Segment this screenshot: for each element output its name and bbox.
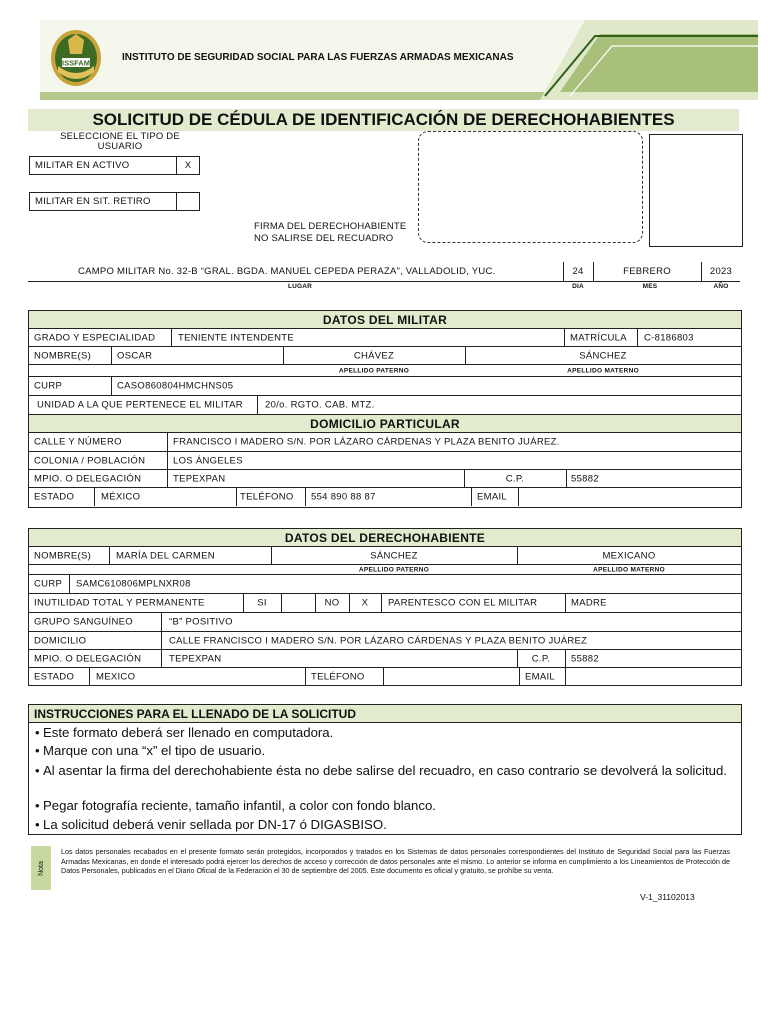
email-label: EMAIL (477, 491, 508, 503)
option-militar-retiro-label: MILITAR EN SIT. RETIRO (35, 196, 151, 207)
instruction-text: • Al asentar la firma del derechohabiente ésta no debe salirse del recuadro, en caso contrario se devolverá la solicitud. (43, 763, 727, 778)
signature-label (254, 221, 406, 245)
dh-curp-label: CURP (34, 578, 63, 590)
parentesco-value[interactable]: MADRE (571, 597, 607, 609)
grado-value[interactable]: TENIENTE INTENDENTE (178, 332, 295, 343)
matricula-label: MATRÍCULA (570, 332, 627, 343)
dh-email-label: EMAIL (525, 671, 556, 683)
dh-domicilio-label: DOMICILIO (34, 635, 87, 646)
table-row (29, 650, 741, 668)
militar-table (28, 310, 742, 508)
place-value: CAMPO MILITAR No. 32-B “GRAL. BGDA. MANUEL CEPEDA PERAZA”, VALLADOLID, YUC. (78, 266, 496, 277)
instruction-text: • Marque con una “x” el tipo de usuario. (43, 743, 266, 758)
cp-value[interactable]: 55882 (571, 473, 599, 484)
domicilio-heading: DOMICILIO PARTICULAR (310, 416, 460, 431)
date-divider (28, 281, 740, 282)
dh-nombre-label: NOMBRE(S) (34, 550, 92, 561)
instruction-text: • Pegar fotografía reciente, tamaño infantil, a color con fondo blanco. (43, 798, 436, 813)
list-item (35, 798, 735, 814)
mpio-value[interactable]: TEPEXPAN (173, 473, 226, 484)
option-militar-retiro[interactable] (29, 192, 200, 211)
signature-box[interactable] (418, 131, 643, 243)
dh-domicilio-value[interactable]: CALLE FRANCISCO I MADERO S/N. POR LÁZARO CÁRDENAS Y PLAZA BENITO JUÁREZ (169, 635, 588, 646)
table-row (29, 575, 741, 594)
telefono-label: TELÉFONO (240, 491, 294, 503)
option-militar-activo-checkbox[interactable]: X (184, 160, 192, 171)
signature-label-line2: NO SALIRSE DEL RECUADRO (254, 233, 394, 244)
user-type-prompt (40, 132, 200, 152)
colonia-label: COLONIA / POBLACIÓN (34, 455, 146, 466)
nombre-label: NOMBRE(S) (34, 350, 92, 361)
curp-value[interactable]: CASO860804HMCHNS05 (117, 380, 234, 392)
apellido-paterno-value[interactable]: CHÁVEZ (353, 350, 395, 361)
table-row (29, 433, 741, 452)
derechohabiente-heading: DATOS DEL DERECHOHABIENTE (284, 530, 486, 545)
colonia-value[interactable]: LOS ÁNGELES (173, 455, 243, 466)
year-label: AÑO (713, 283, 729, 290)
table-row (29, 488, 741, 506)
estado-value[interactable]: MÉXICO (101, 491, 141, 503)
dh-cp-value[interactable]: 55882 (571, 653, 599, 664)
user-type-prompt-line2: USUARIO (97, 141, 143, 152)
nombre-value[interactable]: OSCAR (117, 350, 153, 361)
matricula-value[interactable]: C-8186803 (644, 332, 694, 343)
dh-apellido-paterno-value[interactable]: SÁNCHEZ (370, 550, 418, 561)
telefono-value[interactable]: 554 890 88 87 (311, 491, 376, 503)
table-row (29, 452, 741, 470)
unidad-label: UNIDAD A LA QUE PERTENECE EL MILITAR (37, 399, 243, 411)
dh-apellido-materno-label: APELLIDO MATERNO (593, 566, 665, 573)
dh-nombre-value[interactable]: MARÍA DEL CARMEN (116, 550, 215, 561)
derechohabiente-table (28, 528, 742, 686)
dh-apellido-materno-value[interactable]: MEXICANO (602, 550, 656, 561)
photo-box (649, 134, 743, 247)
curp-label: CURP (34, 380, 63, 392)
month-label: MES (642, 283, 658, 290)
apellido-paterno-label: APELLIDO PATERNO (338, 367, 410, 374)
option-militar-activo-label: MILITAR EN ACTIVO (35, 160, 130, 171)
no-checkbox[interactable]: X (361, 597, 369, 609)
table-row (29, 396, 741, 415)
month-value: FEBRERO (623, 266, 671, 277)
dh-estado-value[interactable]: MEXICO (96, 671, 136, 683)
domicilio-heading-row (29, 415, 741, 433)
instructions-box (28, 704, 742, 835)
table-row (29, 565, 741, 575)
no-label: NO (324, 597, 340, 609)
apellido-materno-label: APELLIDO MATERNO (567, 367, 639, 374)
instruction-text: • La solicitud deberá venir sellada por DN-17 ó DIGASBISO. (43, 817, 387, 832)
note-label (31, 846, 51, 890)
note-label-text: Nota (37, 860, 45, 876)
militar-heading: DATOS DEL MILITAR (322, 312, 448, 327)
table-row (29, 594, 741, 613)
militar-heading-row (29, 311, 741, 329)
dh-apellido-paterno-label: APELLIDO PATERNO (358, 566, 430, 573)
parentesco-label: PARENTESCO CON EL MILITAR (388, 597, 538, 609)
dh-cp-label: C.P. (531, 653, 551, 664)
table-row (29, 377, 741, 396)
calle-value[interactable]: FRANCISCO I MADERO S/N. POR LÁZARO CÁRDENAS Y PLAZA BENITO JUÁREZ. (173, 436, 560, 448)
table-row (29, 613, 741, 632)
calle-label: CALLE Y NÚMERO (34, 436, 122, 448)
unidad-value[interactable]: 20/o. RGTO. CAB. MTZ. (265, 399, 375, 411)
user-type-prompt-line1: SELECCIONE EL TIPO DE (60, 131, 180, 142)
day-label: DIA (572, 283, 584, 290)
list-item (35, 743, 735, 759)
si-label: SI (257, 597, 267, 609)
table-row (29, 632, 741, 650)
place-label: LUGAR (287, 283, 313, 290)
apellido-materno-value[interactable]: SÁNCHEZ (579, 350, 627, 361)
dh-mpio-value[interactable]: TEPEXPAN (169, 653, 222, 664)
year-value: 2023 (709, 266, 733, 277)
grupo-value[interactable]: “B” POSITIVO (169, 616, 233, 628)
table-row (29, 668, 741, 686)
list-item (35, 817, 735, 833)
form-title: SOLICITUD DE CÉDULA DE IDENTIFICACIÓN DE DERECHOHABIENTES (92, 110, 675, 129)
derechohabiente-heading-row (29, 529, 741, 547)
inutilidad-label: INUTILIDAD TOTAL Y PERMANENTE (34, 597, 205, 609)
table-row (29, 329, 741, 347)
organization-name: INSTITUTO DE SEGURIDAD SOCIAL PARA LAS FUERZAS ARMADAS MEXICANAS (122, 52, 514, 63)
option-militar-activo[interactable] (29, 156, 200, 175)
dh-curp-value[interactable]: SAMC610806MPLNXR08 (76, 578, 191, 590)
grupo-label: GRUPO SANGUÍNEO (34, 616, 133, 628)
logo-text: ISSFAM (62, 58, 90, 68)
estado-label: ESTADO (34, 491, 75, 503)
dh-mpio-label: MPIO. O DELEGACIÓN (34, 653, 142, 664)
table-row (29, 365, 741, 377)
cp-label: C.P. (505, 473, 525, 484)
privacy-note: Los datos personales recabados en el presente formato serán protegidos, incorporados y tratados en los Sistemas de datos personales correspondientes del Instituto de Seguridad Social para las Fuerzas Armadas Mexicanas, en donde el interesado podrá ejercer los derechos de acceso y corrección de datos personales ante el mismo. Lo anterior se informa en cumplimiento a los Lineamientos de Protección de Datos Personales, publicados en el Diario Oficial de la Federación el 30 de septiembre del 2005. Este documento es oficial y gratuito, se prohíbe su venta. (61, 847, 730, 875)
instructions-heading: INSTRUCCIONES PARA EL LLENADO DE LA SOLICITUD (29, 705, 741, 723)
day-value: 24 (572, 266, 584, 277)
grado-label: GRADO Y ESPECIALIDAD (34, 332, 156, 343)
dh-estado-label: ESTADO (34, 671, 75, 683)
table-row (29, 547, 741, 565)
issfam-logo-icon (48, 28, 104, 88)
table-row (29, 470, 741, 488)
table-row (29, 347, 741, 365)
version-code: V-1_31102013 (640, 892, 695, 902)
mpio-label: MPIO. O DELEGACIÓN (34, 473, 142, 484)
list-item (35, 763, 735, 779)
dh-telefono-label: TELÉFONO (311, 671, 365, 683)
signature-label-line1: FIRMA DEL DERECHOHABIENTE (254, 221, 407, 232)
list-item (35, 725, 735, 741)
instruction-text: • Este formato deberá ser llenado en computadora. (43, 725, 334, 740)
